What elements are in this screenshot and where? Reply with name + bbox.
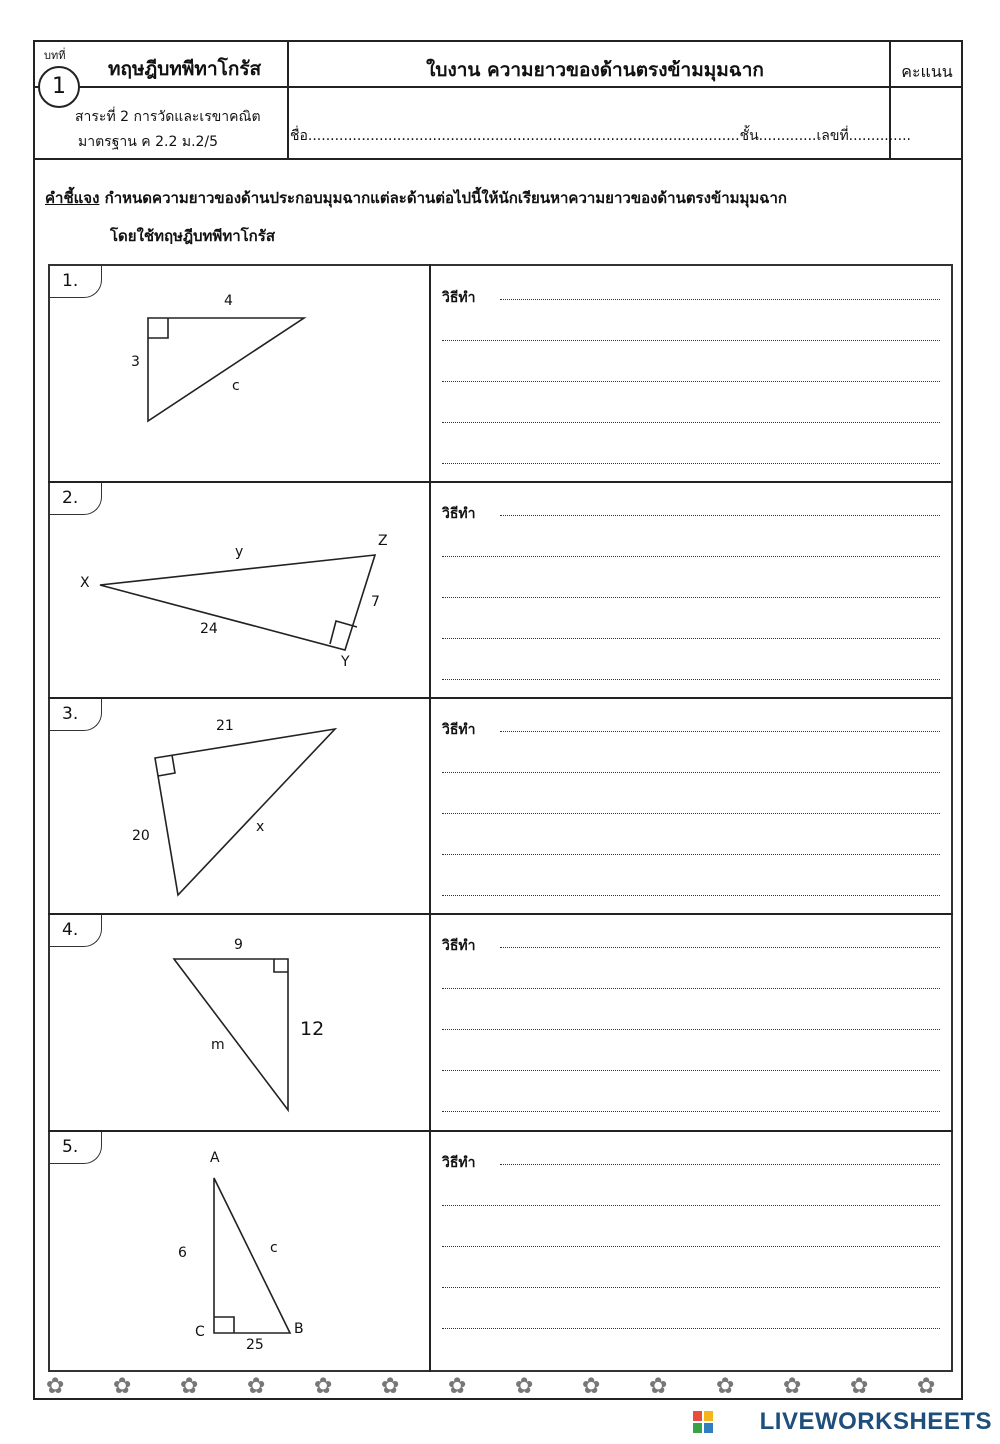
instructions-label: คำชี้แจง <box>45 189 100 207</box>
method-label-3: วิธีทำ <box>442 722 476 738</box>
triangle-3-label-x: x <box>256 819 265 835</box>
triangle-2-vertex-x: X <box>80 575 90 591</box>
answer-line[interactable] <box>442 1205 940 1206</box>
answer-line[interactable] <box>442 772 940 773</box>
triangle-2-label-y: y <box>235 544 244 560</box>
chapter-number-badge: 1 <box>38 66 80 108</box>
method-label-4: วิธีทำ <box>442 938 476 954</box>
answer-line[interactable] <box>442 1328 940 1329</box>
chapter-title: ทฤษฎีบทพีทาโกรัส <box>108 58 262 80</box>
method-label-5: วิธีทำ <box>442 1155 476 1171</box>
flower-icon: ✿ <box>515 1374 534 1399</box>
strand-text: สาระที่ 2 การวัดและเรขาคณิต <box>75 109 261 125</box>
problem-number-4: 4. <box>50 915 102 947</box>
flower-icon: ✿ <box>180 1374 199 1399</box>
triangle-5-label-25: 25 <box>246 1337 264 1353</box>
triangle-2-label-24: 24 <box>200 621 218 637</box>
triangle-4-label-12: 12 <box>300 1018 325 1040</box>
flower-icon: ✿ <box>850 1374 869 1399</box>
flower-icon: ✿ <box>247 1374 266 1399</box>
triangle-1-label-hyp: c <box>232 378 240 394</box>
flower-icon: ✿ <box>649 1374 668 1399</box>
triangle-2-vertex-y: Y <box>341 654 350 670</box>
flower-icon: ✿ <box>917 1374 936 1399</box>
answer-line[interactable] <box>500 947 940 948</box>
triangle-5-vertex-a: A <box>210 1150 220 1166</box>
student-info-line[interactable]: ชื่อ.................................................................................................ชั้น.............เลขที่.............. <box>290 128 911 144</box>
problem-number-2: 2. <box>50 483 102 515</box>
triangle-3-label-20: 20 <box>132 828 150 844</box>
right-angle-mark-1 <box>148 318 168 338</box>
answer-line[interactable] <box>500 731 940 732</box>
flower-icon: ✿ <box>783 1374 802 1399</box>
answer-line[interactable] <box>442 556 940 557</box>
liveworksheets-logo-icon <box>693 1411 713 1433</box>
flower-icon: ✿ <box>46 1374 65 1399</box>
flower-icon: ✿ <box>314 1374 333 1399</box>
brand-wordmark[interactable]: LIVEWORKSHEETS <box>759 1408 992 1435</box>
triangle-2-label-7: 7 <box>371 594 380 610</box>
sheet-title: ใบงาน ความยาวของด้านตรงข้ามมุมฉาก <box>426 59 764 81</box>
flower-icon: ✿ <box>448 1374 467 1399</box>
answer-line[interactable] <box>442 988 940 989</box>
triangle-2-vertex-z: Z <box>378 533 388 549</box>
triangle-2 <box>100 555 375 650</box>
answer-line[interactable] <box>442 679 940 680</box>
triangle-4 <box>174 959 288 1110</box>
problem-number-5: 5. <box>50 1132 102 1164</box>
answer-line[interactable] <box>442 854 940 855</box>
right-angle-mark-4 <box>274 959 288 972</box>
triangle-5-label-c: c <box>270 1240 278 1256</box>
answer-line[interactable] <box>442 463 940 464</box>
triangle-1 <box>148 318 304 421</box>
right-angle-mark-3 <box>158 755 175 776</box>
answer-line[interactable] <box>500 515 940 516</box>
answer-line[interactable] <box>442 638 940 639</box>
triangle-4-label-m: m <box>211 1037 225 1053</box>
right-angle-mark-5 <box>214 1317 234 1333</box>
problem-number-3: 3. <box>50 699 102 731</box>
answer-line[interactable] <box>442 1246 940 1247</box>
flower-icon: ✿ <box>381 1374 400 1399</box>
answer-line[interactable] <box>442 1111 940 1112</box>
triangle-5-label-6: 6 <box>178 1245 187 1261</box>
flower-icon: ✿ <box>113 1374 132 1399</box>
answer-line[interactable] <box>442 1070 940 1071</box>
answer-line[interactable] <box>500 1164 940 1165</box>
instructions-text: กำหนดความยาวของด้านประกอบมุมฉากแต่ละด้านต่อไปนี้ให้นักเรียนหาความยาวของด้านตรงข้ามมุมฉาก <box>99 189 788 207</box>
triangle-5 <box>214 1178 290 1333</box>
triangle-5-vertex-c: C <box>195 1324 205 1340</box>
method-label-2: วิธีทำ <box>442 506 476 522</box>
chapter-small-label: บทที่ <box>44 49 66 62</box>
answer-line[interactable] <box>442 422 940 423</box>
answer-line[interactable] <box>442 597 940 598</box>
flower-icon: ✿ <box>582 1374 601 1399</box>
triangle-4-label-9: 9 <box>234 937 243 953</box>
problem-number-1: 1. <box>50 266 102 298</box>
instructions-line-2: โดยใช้ทฤษฎีบทพีทาโกรัส <box>110 227 275 245</box>
answer-line[interactable] <box>442 813 940 814</box>
answer-line[interactable] <box>500 299 940 300</box>
answer-line[interactable] <box>442 1287 940 1288</box>
triangle-1-label-top: 4 <box>224 293 233 309</box>
triangle-3 <box>155 729 335 895</box>
triangle-1-label-left: 3 <box>131 354 140 370</box>
triangle-5-vertex-b: B <box>294 1321 304 1337</box>
flower-icon: ✿ <box>716 1374 735 1399</box>
answer-line[interactable] <box>442 381 940 382</box>
answer-line[interactable] <box>442 895 940 896</box>
answer-line[interactable] <box>442 1029 940 1030</box>
standard-text: มาตรฐาน ค 2.2 ม.2/5 <box>78 134 219 150</box>
score-label: คะแนน <box>901 62 953 81</box>
method-label-1: วิธีทำ <box>442 290 476 306</box>
flower-border <box>40 1374 960 1400</box>
answer-line[interactable] <box>442 340 940 341</box>
triangle-3-label-21: 21 <box>216 718 234 734</box>
